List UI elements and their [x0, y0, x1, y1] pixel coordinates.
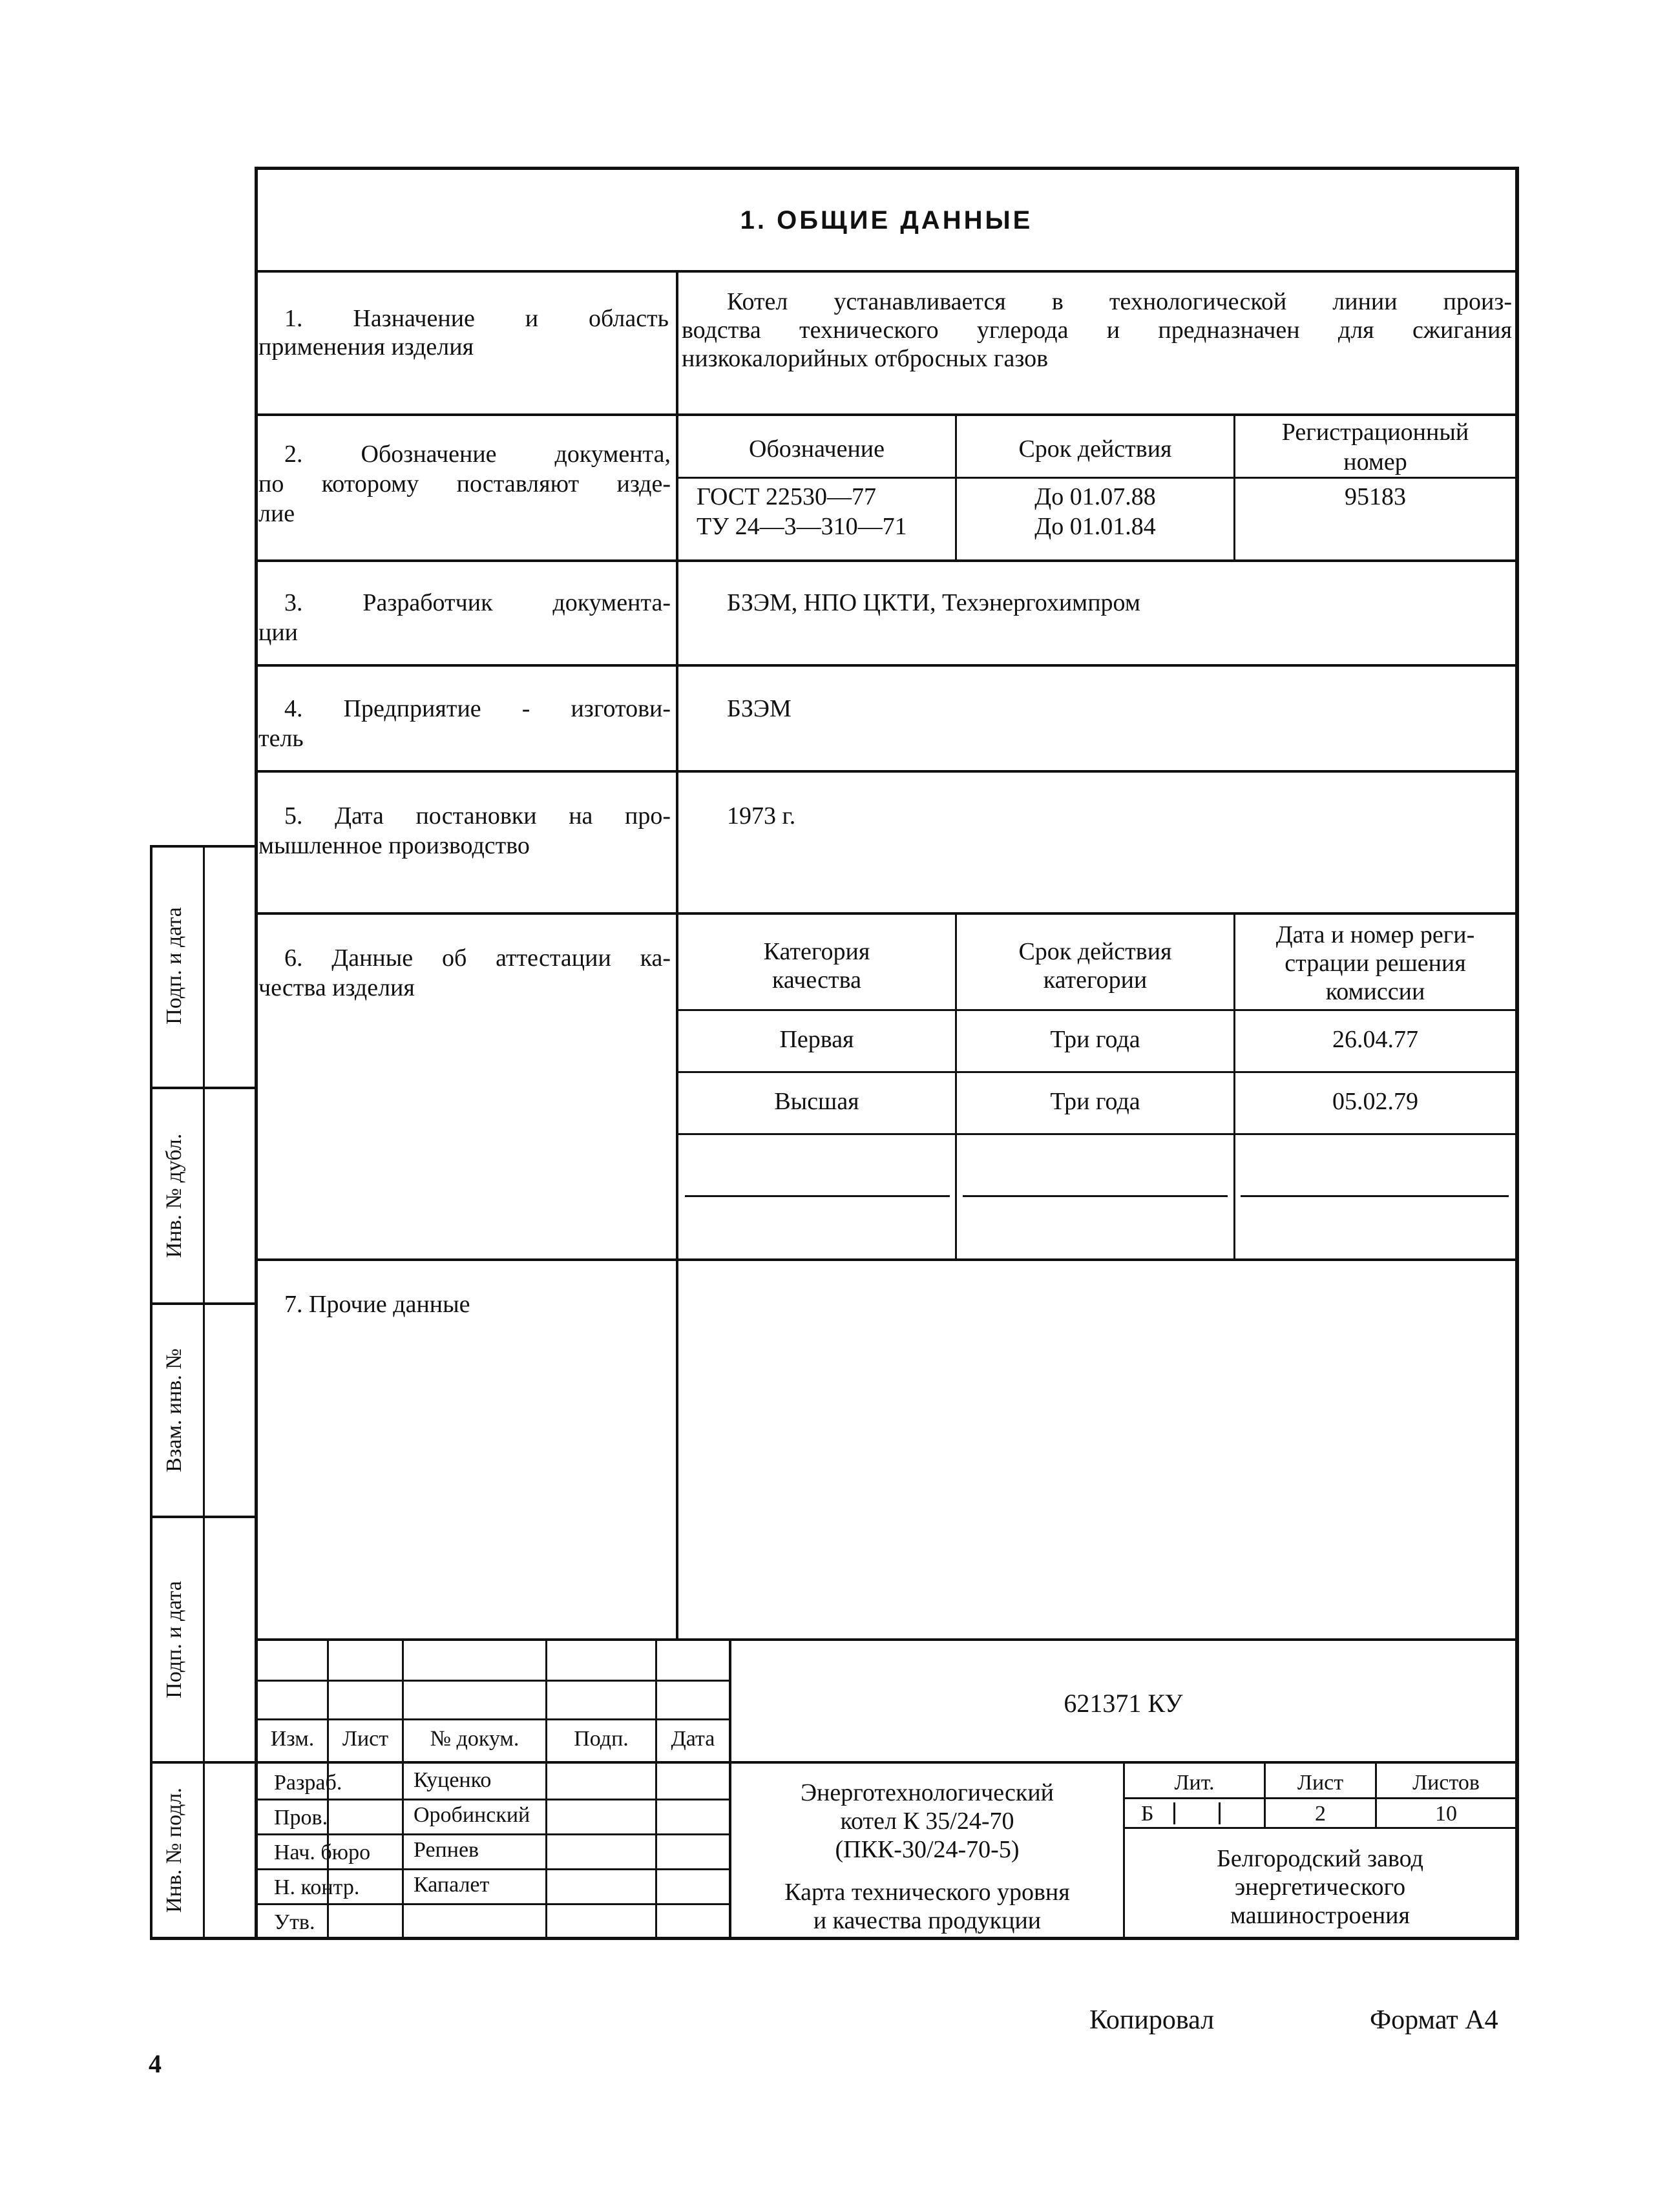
row6-label-line2: чества изделия	[258, 974, 415, 1001]
stamp-org-line3: машиностроения	[1230, 1902, 1410, 1929]
footer-copied: Копировал	[1089, 2005, 1215, 2035]
footer-format: Формат А4	[1370, 2005, 1498, 2035]
stamp-col-list: Лист	[342, 1727, 389, 1751]
row1-value-line3: низкокалорийных отбросных газов	[682, 345, 1049, 372]
row1-label-line2: применения изделия	[258, 333, 474, 360]
stamp-org-line2: энергетического	[1234, 1873, 1406, 1901]
stamp-listov-label: Листов	[1412, 1771, 1480, 1795]
doc-registration-number: 95183	[1345, 483, 1406, 510]
stamp-name-2: Оробинский	[414, 1803, 530, 1827]
stamp-listov-value: 10	[1435, 1802, 1457, 1826]
side-label-replace-inventory: Взам. инв. №	[162, 1348, 186, 1472]
quality-header-date-line3: комиссии	[1325, 978, 1425, 1005]
quality-header-term-line1: Срок действия	[1018, 938, 1172, 965]
side-label-original-inventory: Инв. № подл.	[162, 1788, 186, 1913]
row3-label-line2: ции	[258, 619, 299, 646]
stamp-list-label: Лист	[1297, 1771, 1344, 1795]
stamp-role-1: Разраб.	[274, 1771, 342, 1795]
row6-label-line1: 6. Данные об аттестации ка-	[284, 944, 671, 972]
stamp-col-podp: Подп.	[574, 1727, 629, 1751]
quality-row-1-date: 26.04.77	[1332, 1026, 1418, 1053]
doc-designation-2: ТУ 24—3—310—71	[697, 513, 907, 540]
stamp-col-data: Дата	[671, 1727, 715, 1751]
row4-label-line2: тель	[258, 725, 304, 752]
row2-col1-header: Обозначение	[749, 435, 885, 463]
stamp-product-line1: Энерготехнологический	[800, 1779, 1054, 1806]
row3-label-line1: 3. Разработчик документа-	[284, 589, 671, 616]
row1-value-line1: Котел устанавливается в технологической линии произ-	[727, 288, 1512, 315]
stamp-lit-label: Лит.	[1174, 1771, 1215, 1795]
row7-label: 7. Прочие данные	[284, 1291, 470, 1318]
section-title: 1. ОБЩИЕ ДАННЫЕ	[740, 206, 1033, 235]
stamp-role-2: Пров.	[274, 1806, 328, 1830]
row5-value: 1973 г.	[727, 802, 796, 830]
row2-col2-header: Срок действия	[1018, 435, 1172, 463]
stamp-name-1: Куценко	[414, 1768, 492, 1792]
stamp-list-value: 2	[1315, 1802, 1326, 1826]
quality-header-category-line1: Категория	[763, 938, 870, 965]
stamp-lit-value: Б	[1141, 1802, 1154, 1826]
doc-term-2: До 01.01.84	[1034, 513, 1156, 540]
stamp-role-3: Нач. бюро	[274, 1841, 371, 1864]
side-label-dup-inventory: Инв. № дубл.	[162, 1133, 186, 1258]
stamp-org-line1: Белгородский завод	[1217, 1845, 1423, 1872]
row1-value-line2: водства технического углерода и предназначен для сжигания	[682, 317, 1512, 344]
stamp-col-dokum: № докум.	[430, 1727, 519, 1751]
page-number: 4	[149, 2049, 162, 2078]
quality-row-1-category: Первая	[779, 1026, 854, 1053]
stamp-name-4: Капалет	[414, 1873, 490, 1897]
quality-header-date-line1: Дата и номер реги-	[1275, 921, 1475, 948]
side-label-signature-date-2: Подп. и дата	[162, 1581, 186, 1698]
stamp-product-line2: котел К 35/24-70	[840, 1808, 1014, 1835]
stamp-role-4: Н. контр.	[274, 1875, 360, 1899]
quality-row-1-term: Три года	[1050, 1026, 1140, 1053]
stamp-col-izm: Изм.	[270, 1727, 315, 1751]
row4-value: БЗЭМ	[727, 695, 792, 722]
stamp-product-line3: (ПКК-30/24-70-5)	[835, 1836, 1020, 1863]
row2-col3-header-line2: номер	[1343, 448, 1407, 475]
doc-term-1: До 01.07.88	[1034, 483, 1156, 510]
row5-label-line2: мышленное производство	[258, 832, 530, 859]
row2-col3-header-line1: Регистрационный	[1281, 419, 1469, 446]
row5-label-line1: 5. Дата постановки на про-	[284, 802, 671, 830]
quality-header-date-line2: страции решения	[1285, 950, 1466, 977]
quality-row-2-term: Три года	[1050, 1088, 1140, 1115]
stamp-name-3: Репнев	[414, 1838, 479, 1862]
row1-label-line1: 1. Назначение и область	[284, 305, 669, 332]
quality-header-category-line2: качества	[772, 966, 861, 994]
row2-label-line1: 2. Обозначение документа,	[284, 441, 671, 468]
row3-value: БЗЭМ, НПО ЦКТИ, Техэнергохимпром	[727, 589, 1140, 616]
stamp-role-5: Утв.	[274, 1910, 315, 1934]
stamp-product-line4: Карта технического уровня	[784, 1879, 1070, 1906]
side-label-signature-date-1: Подп. и дата	[162, 907, 186, 1025]
row2-label-line2: по которому поставляют изде-	[258, 470, 671, 497]
quality-header-term-line2: категории	[1043, 966, 1148, 994]
quality-row-2-category: Высшая	[774, 1088, 859, 1115]
row4-label-line1: 4. Предприятие - изготови-	[284, 695, 671, 722]
quality-row-2-date: 05.02.79	[1332, 1088, 1418, 1115]
doc-designation-1: ГОСТ 22530—77	[697, 483, 876, 510]
stamp-doc-code: 621371 КУ	[1064, 1689, 1183, 1718]
row2-label-line3: лие	[258, 500, 295, 527]
stamp-product-line5: и качества продукции	[813, 1907, 1042, 1934]
